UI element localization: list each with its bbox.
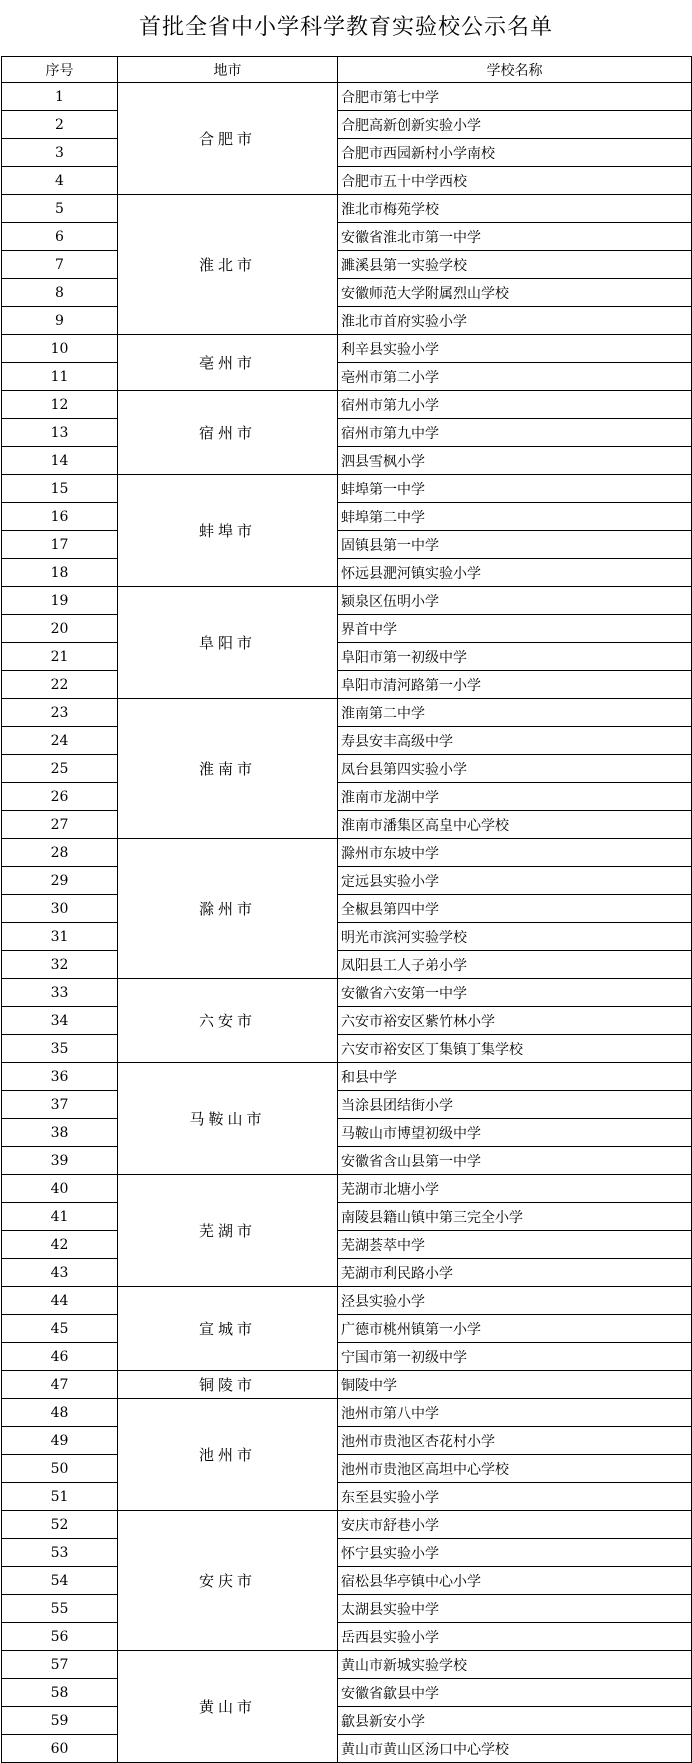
school-name: 芜湖市利民路小学 xyxy=(338,1259,692,1287)
row-index: 33 xyxy=(2,979,118,1007)
table-row xyxy=(2,1567,692,1595)
row-index: 25 xyxy=(2,755,118,783)
school-name: 颍泉区伍明小学 xyxy=(338,587,692,615)
header-school: 学校名称 xyxy=(338,57,692,83)
row-index: 14 xyxy=(2,447,118,475)
school-name: 广德市桃州镇第一小学 xyxy=(338,1315,692,1343)
row-index: 60 xyxy=(2,1735,118,1763)
school-name: 芜湖市北塘小学 xyxy=(338,1175,692,1203)
city-cell: 马鞍山市 xyxy=(118,1063,338,1175)
table-row xyxy=(2,923,692,951)
header-index: 序号 xyxy=(2,57,118,83)
page-title: 首批全省中小学科学教育实验校公示名单 xyxy=(138,15,553,40)
school-name: 淮北市首府实验小学 xyxy=(338,307,692,335)
row-index: 38 xyxy=(2,1119,118,1147)
school-name: 宿州市第九小学 xyxy=(338,391,692,419)
city-cell: 阜阳市 xyxy=(118,587,338,699)
school-name: 黄山市黄山区汤口中心学校 xyxy=(338,1735,692,1763)
row-index: 50 xyxy=(2,1455,118,1483)
table-row xyxy=(2,1175,692,1203)
school-name: 亳州市第二小学 xyxy=(338,363,692,391)
table-row xyxy=(2,1315,692,1343)
row-index: 24 xyxy=(2,727,118,755)
row-index: 49 xyxy=(2,1427,118,1455)
school-name: 怀宁县实验小学 xyxy=(338,1539,692,1567)
row-index: 51 xyxy=(2,1483,118,1511)
table-row xyxy=(2,1651,692,1679)
table-body xyxy=(2,83,692,1763)
row-index: 23 xyxy=(2,699,118,727)
row-index: 17 xyxy=(2,531,118,559)
row-index: 59 xyxy=(2,1707,118,1735)
table-row xyxy=(2,755,692,783)
table-row xyxy=(2,1287,692,1315)
school-name: 岳西县实验小学 xyxy=(338,1623,692,1651)
school-name: 泗县雪枫小学 xyxy=(338,447,692,475)
school-name: 安庆市舒巷小学 xyxy=(338,1511,692,1539)
school-name: 安徽省六安第一中学 xyxy=(338,979,692,1007)
school-name: 东至县实验小学 xyxy=(338,1483,692,1511)
row-index: 55 xyxy=(2,1595,118,1623)
table-row xyxy=(2,1147,692,1175)
row-index: 26 xyxy=(2,783,118,811)
city-cell: 滁州市 xyxy=(118,839,338,979)
table-row xyxy=(2,951,692,979)
table-row xyxy=(2,1679,692,1707)
school-name: 阜阳市清河路第一小学 xyxy=(338,671,692,699)
school-name: 阜阳市第一初级中学 xyxy=(338,643,692,671)
table-row xyxy=(2,1539,692,1567)
table-row xyxy=(2,559,692,587)
table-row xyxy=(2,167,692,195)
table-row xyxy=(2,503,692,531)
row-index: 1 xyxy=(2,83,118,111)
header-row xyxy=(2,57,692,83)
table-row xyxy=(2,1455,692,1483)
school-name: 宿松县华亭镇中心小学 xyxy=(338,1567,692,1595)
school-name: 宁国市第一初级中学 xyxy=(338,1343,692,1371)
city-cell: 宿州市 xyxy=(118,391,338,475)
table-row xyxy=(2,1035,692,1063)
school-name: 芜湖荟萃中学 xyxy=(338,1231,692,1259)
city-cell: 池州市 xyxy=(118,1399,338,1511)
row-index: 40 xyxy=(2,1175,118,1203)
school-name: 宿州市第九中学 xyxy=(338,419,692,447)
school-name: 淮北市梅苑学校 xyxy=(338,195,692,223)
row-index: 45 xyxy=(2,1315,118,1343)
school-name: 合肥高新创新实验小学 xyxy=(338,111,692,139)
school-name: 界首中学 xyxy=(338,615,692,643)
school-name: 当涂县团结街小学 xyxy=(338,1091,692,1119)
table-row xyxy=(2,335,692,363)
row-index: 47 xyxy=(2,1371,118,1399)
school-name: 固镇县第一中学 xyxy=(338,531,692,559)
table-row xyxy=(2,587,692,615)
table-row xyxy=(2,1399,692,1427)
table-row xyxy=(2,1091,692,1119)
row-index: 16 xyxy=(2,503,118,531)
row-index: 36 xyxy=(2,1063,118,1091)
row-index: 27 xyxy=(2,811,118,839)
table-row xyxy=(2,867,692,895)
table-row xyxy=(2,1119,692,1147)
city-cell: 六安市 xyxy=(118,979,338,1063)
row-index: 46 xyxy=(2,1343,118,1371)
school-name: 歙县新安小学 xyxy=(338,1707,692,1735)
table-row xyxy=(2,979,692,1007)
table-row xyxy=(2,783,692,811)
city-cell: 宣城市 xyxy=(118,1287,338,1371)
row-index: 41 xyxy=(2,1203,118,1231)
table-row xyxy=(2,1203,692,1231)
school-name: 滁州市东坡中学 xyxy=(338,839,692,867)
row-index: 44 xyxy=(2,1287,118,1315)
school-name: 铜陵中学 xyxy=(338,1371,692,1399)
header-city: 地市 xyxy=(118,57,338,83)
row-index: 2 xyxy=(2,111,118,139)
row-index: 11 xyxy=(2,363,118,391)
school-name: 安徽省歙县中学 xyxy=(338,1679,692,1707)
school-name: 和县中学 xyxy=(338,1063,692,1091)
table-row xyxy=(2,475,692,503)
row-index: 31 xyxy=(2,923,118,951)
school-name: 淮南第二中学 xyxy=(338,699,692,727)
table-row xyxy=(2,1371,692,1399)
school-name: 蚌埠第二中学 xyxy=(338,503,692,531)
school-name: 淮南市潘集区高皇中心学校 xyxy=(338,811,692,839)
row-index: 8 xyxy=(2,279,118,307)
row-index: 48 xyxy=(2,1399,118,1427)
school-name: 寿县安丰高级中学 xyxy=(338,727,692,755)
row-index: 32 xyxy=(2,951,118,979)
school-name: 太湖县实验中学 xyxy=(338,1595,692,1623)
row-index: 7 xyxy=(2,251,118,279)
table-row xyxy=(2,727,692,755)
school-name: 合肥市五十中学西校 xyxy=(338,167,692,195)
table-row xyxy=(2,307,692,335)
table-row xyxy=(2,1007,692,1035)
table-row xyxy=(2,615,692,643)
row-index: 42 xyxy=(2,1231,118,1259)
table-row xyxy=(2,1427,692,1455)
school-name: 池州市贵池区高坦中心学校 xyxy=(338,1455,692,1483)
row-index: 39 xyxy=(2,1147,118,1175)
row-index: 29 xyxy=(2,867,118,895)
city-cell: 芜湖市 xyxy=(118,1175,338,1287)
row-index: 35 xyxy=(2,1035,118,1063)
city-cell: 蚌埠市 xyxy=(118,475,338,587)
table-row xyxy=(2,363,692,391)
table-row xyxy=(2,811,692,839)
row-index: 57 xyxy=(2,1651,118,1679)
table-row xyxy=(2,419,692,447)
row-index: 34 xyxy=(2,1007,118,1035)
school-name: 六安市裕安区紫竹林小学 xyxy=(338,1007,692,1035)
table-row xyxy=(2,1259,692,1287)
table-row xyxy=(2,447,692,475)
table-row xyxy=(2,895,692,923)
row-index: 12 xyxy=(2,391,118,419)
row-index: 3 xyxy=(2,139,118,167)
table-row xyxy=(2,111,692,139)
row-index: 22 xyxy=(2,671,118,699)
school-name: 六安市裕安区丁集镇丁集学校 xyxy=(338,1035,692,1063)
table-row xyxy=(2,251,692,279)
row-index: 37 xyxy=(2,1091,118,1119)
row-index: 5 xyxy=(2,195,118,223)
row-index: 6 xyxy=(2,223,118,251)
city-cell: 黄山市 xyxy=(118,1651,338,1763)
row-index: 13 xyxy=(2,419,118,447)
row-index: 53 xyxy=(2,1539,118,1567)
table-row xyxy=(2,1483,692,1511)
table-row xyxy=(2,1707,692,1735)
row-index: 21 xyxy=(2,643,118,671)
school-name: 怀远县淝河镇实验小学 xyxy=(338,559,692,587)
school-name: 淮南市龙湖中学 xyxy=(338,783,692,811)
row-index: 28 xyxy=(2,839,118,867)
school-name: 马鞍山市博望初级中学 xyxy=(338,1119,692,1147)
school-name: 合肥市西园新村小学南校 xyxy=(338,139,692,167)
table-row xyxy=(2,839,692,867)
row-index: 18 xyxy=(2,559,118,587)
table-row xyxy=(2,223,692,251)
row-index: 54 xyxy=(2,1567,118,1595)
row-index: 58 xyxy=(2,1679,118,1707)
row-index: 30 xyxy=(2,895,118,923)
school-name: 利辛县实验小学 xyxy=(338,335,692,363)
row-index: 56 xyxy=(2,1623,118,1651)
table-row xyxy=(2,671,692,699)
school-name: 安徽师范大学附属烈山学校 xyxy=(338,279,692,307)
row-index: 10 xyxy=(2,335,118,363)
table-row xyxy=(2,279,692,307)
school-name: 池州市贵池区杏花村小学 xyxy=(338,1427,692,1455)
table-row xyxy=(2,1735,692,1763)
school-name: 南陵县籍山镇中第三完全小学 xyxy=(338,1203,692,1231)
city-cell: 淮北市 xyxy=(118,195,338,335)
table-row xyxy=(2,643,692,671)
table-row xyxy=(2,531,692,559)
row-index: 4 xyxy=(2,167,118,195)
table-row xyxy=(2,699,692,727)
row-index: 20 xyxy=(2,615,118,643)
row-index: 52 xyxy=(2,1511,118,1539)
row-index: 15 xyxy=(2,475,118,503)
school-name: 蚌埠第一中学 xyxy=(338,475,692,503)
row-index: 43 xyxy=(2,1259,118,1287)
school-name: 全椒县第四中学 xyxy=(338,895,692,923)
city-cell: 亳州市 xyxy=(118,335,338,391)
school-name: 泾县实验小学 xyxy=(338,1287,692,1315)
school-name: 凤台县第四实验小学 xyxy=(338,755,692,783)
school-name: 定远县实验小学 xyxy=(338,867,692,895)
table-row xyxy=(2,1623,692,1651)
school-name: 合肥市第七中学 xyxy=(338,83,692,111)
table-row xyxy=(2,83,692,111)
table-row xyxy=(2,195,692,223)
city-cell: 合肥市 xyxy=(118,83,338,195)
school-name: 黄山市新城实验学校 xyxy=(338,1651,692,1679)
school-name: 安徽省淮北市第一中学 xyxy=(338,223,692,251)
table-row xyxy=(2,391,692,419)
table-row xyxy=(2,1511,692,1539)
table-row xyxy=(2,139,692,167)
table-row xyxy=(2,1231,692,1259)
row-index: 9 xyxy=(2,307,118,335)
table-header xyxy=(2,57,692,83)
school-name: 濉溪县第一实验学校 xyxy=(338,251,692,279)
school-name: 凤阳县工人子弟小学 xyxy=(338,951,692,979)
school-name: 明光市滨河实验学校 xyxy=(338,923,692,951)
school-name: 池州市第八中学 xyxy=(338,1399,692,1427)
table-row xyxy=(2,1595,692,1623)
city-cell: 铜陵市 xyxy=(118,1371,338,1399)
school-name: 安徽省含山县第一中学 xyxy=(338,1147,692,1175)
school-list-table xyxy=(1,56,692,1763)
table-row xyxy=(2,1343,692,1371)
city-cell: 淮南市 xyxy=(118,699,338,839)
row-index: 19 xyxy=(2,587,118,615)
table-row xyxy=(2,1063,692,1091)
city-cell: 安庆市 xyxy=(118,1511,338,1651)
